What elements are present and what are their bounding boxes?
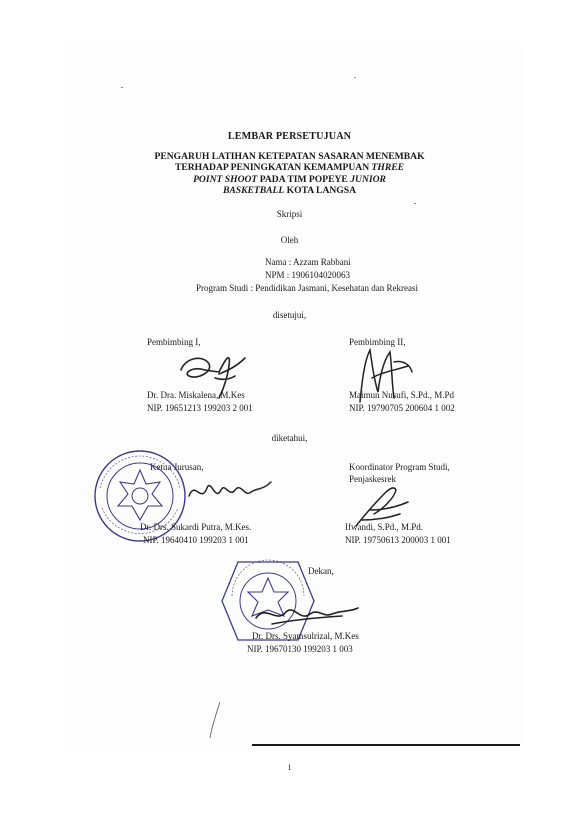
title-italic-text: BASKETBALL: [222, 185, 285, 197]
bottom-rule: [252, 744, 520, 746]
advisor-1-nip: NIP. 19651213 199203 2 001: [147, 403, 253, 413]
advisor-1-name: Dr. Dra. Miskalena, M.Kes: [147, 390, 245, 400]
dean-role: Dekan,: [308, 566, 334, 576]
head-dept-name: Dr. Drs. Sukardi Putra, M.Kes.: [140, 522, 252, 532]
page-heading: LEMBAR PERSETUJUAN: [227, 131, 352, 142]
approved-label: disetujui,: [272, 310, 307, 320]
advisor-2-name: Maimun Nusufi, S.Pd., M.Pd: [349, 390, 455, 400]
thesis-title-line-1: PENGARUH LATIHAN KETEPATAN SASARAN MENEMBAK: [154, 151, 425, 162]
title-italic-text: JUNIOR: [350, 173, 386, 185]
known-label: diketahui,: [271, 433, 308, 443]
title-italic-text: POINT SHOOT: [193, 173, 258, 185]
title-text: PADA TIM POPEYE: [257, 173, 351, 185]
title-text: KOTA LANGSA: [284, 185, 357, 197]
head-dept-role: Ketua Jurusan,: [150, 462, 204, 472]
scan-speck: [354, 77, 356, 78]
title-text: TERHADAP PENINGKATAN KEMAMPUAN: [174, 162, 372, 174]
thesis-title-line-4: [0, 185, 579, 196]
page-number: 1: [287, 763, 292, 772]
title-italic-text: THREE: [371, 162, 405, 174]
coordinator-name: Ifwandi, S.Pd., M.Pd.: [345, 522, 424, 532]
scan-speck: [121, 87, 123, 88]
study-program: Program Studi : Pendidikan Jasmani, Kesehatan dan Rekreasi: [196, 283, 418, 293]
dean-name: Dr. Drs. Syamsulrizal, M.Kes: [252, 631, 359, 641]
student-npm: NPM : 1906104020063: [265, 270, 351, 280]
head-dept-nip: NIP. 19640410 199203 1 001: [143, 535, 249, 545]
thesis-title: [0, 151, 579, 197]
dean-signature: [252, 594, 362, 634]
coordinator-role-line-2: Penjaskesrek: [349, 474, 396, 484]
coordinator-role-line-1: Koordinator Program Studi,: [349, 462, 450, 472]
thesis-title-line-2: [0, 162, 579, 173]
document-type: Skripsi: [276, 209, 303, 219]
by-label: Oleh: [280, 235, 299, 245]
thesis-title-line-3: [0, 174, 579, 185]
advisor-2-nip: NIP. 19790705 200604 1 002: [349, 403, 455, 413]
dean-nip: NIP. 19670130 199203 1 003: [247, 644, 353, 654]
pen-mark: [206, 700, 226, 740]
student-name: Nama : Azzam Rabbani: [265, 257, 351, 267]
coordinator-nip: NIP. 19750613 200003 1 001: [345, 535, 451, 545]
head-dept-signature: [185, 468, 275, 516]
advisor-2-role: Pembimbing II,: [349, 337, 406, 347]
advisor-1-role: Pembimbing I,: [147, 337, 201, 347]
scan-speck: [414, 203, 416, 204]
